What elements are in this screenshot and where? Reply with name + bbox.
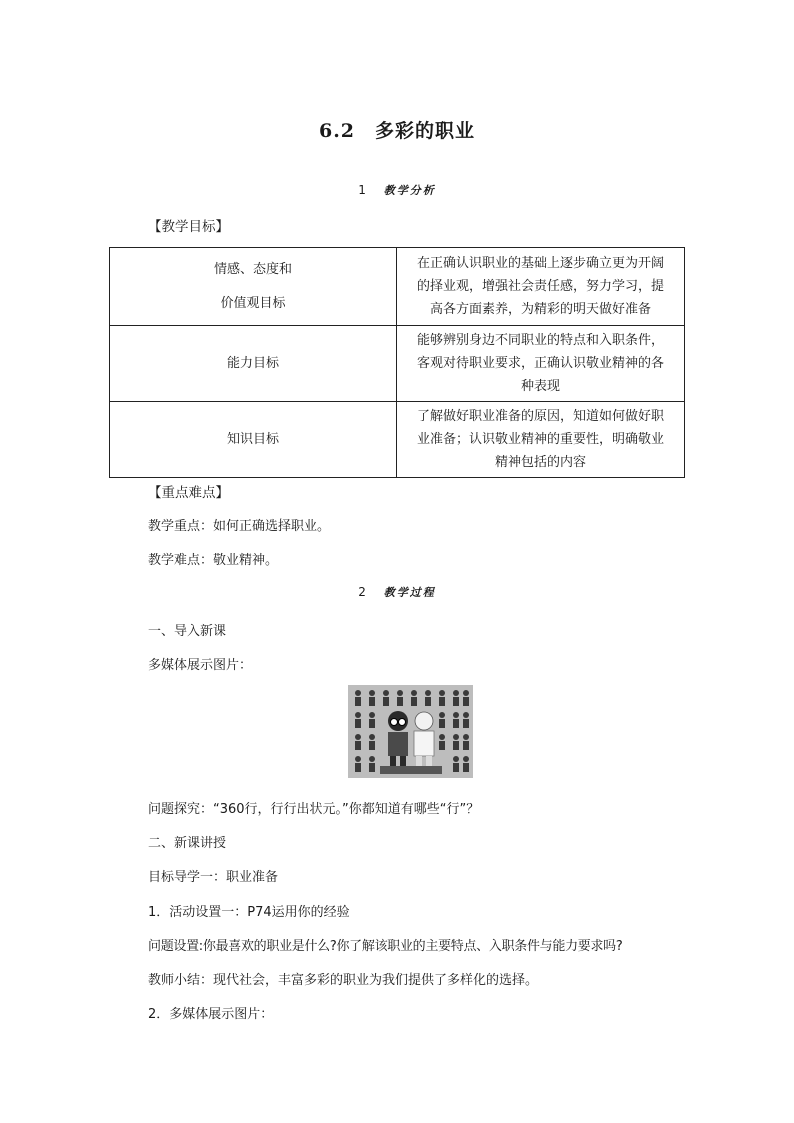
section-heading-analysis <box>0 182 794 198</box>
goal-desc-line: 精神包括的内容 <box>494 455 586 470</box>
key-point-text: 教学重点：如何正确选择职业。 <box>148 519 331 534</box>
goal-type-line: 价值观目标 <box>220 295 286 311</box>
goal-desc-line: 在正确认识职业的基础上逐步确立更为开阔 <box>416 256 664 271</box>
goal-guide-text: 目标导学一：职业准备 <box>148 870 279 885</box>
question-setting-text: 问题设置:你最喜欢的职业是什么?你了解该职业的主要特点、入职条件与能力要求吗? <box>148 939 623 954</box>
goal-desc-cell <box>397 248 685 326</box>
question-text: 问题探究：“360行，行行出状元。”你都知道有哪些“行”？ <box>148 802 480 817</box>
media-caption: 多媒体展示图片： <box>148 658 253 673</box>
goals-heading: 【教学目标】 <box>148 219 229 235</box>
goal-desc-line: 高各方面素养，为精彩的明天做好准备 <box>429 302 651 317</box>
goal-desc-line: 业准备；认识敬业精神的重要性，明确敬业 <box>416 432 664 447</box>
goals-table <box>109 247 685 478</box>
media-caption: 2．多媒体展示图片： <box>148 1007 274 1022</box>
difficult-point-text: 教学难点：敬业精神。 <box>148 553 279 568</box>
goal-type-line: 情感、态度和 <box>213 261 292 277</box>
section-heading-process <box>0 584 794 600</box>
goal-desc-line: 了解做好职业准备的原因，知道如何做好职 <box>416 409 664 424</box>
goal-desc-line: 种表现 <box>520 379 560 394</box>
teacher-summary-text: 教师小结：现代社会，丰富多彩的职业为我们提供了多样化的选择。 <box>148 973 539 988</box>
goal-type-line: 能力目标 <box>226 355 279 371</box>
part-heading-intro: 一、导入新课 <box>148 624 227 639</box>
goal-type-cell <box>110 402 397 478</box>
section-label: 教学分析 <box>383 184 436 197</box>
page-title: 6.2 多彩的职业 <box>318 120 476 142</box>
section-label: 教学过程 <box>383 586 436 599</box>
table-row <box>110 248 685 326</box>
part-heading-new-lesson: 二、新课讲授 <box>148 836 227 851</box>
key-points-heading: 【重点难点】 <box>148 485 229 501</box>
section-number: 2 <box>358 585 366 599</box>
goal-desc-line: 客观对待职业要求，正确认识敬业精神的各 <box>416 356 664 371</box>
goal-desc-line: 能够辨别身边不同职业的特点和入职条件， <box>416 333 664 348</box>
goal-type-cell <box>110 248 397 326</box>
activity-text: 1．活动设置一：P74运用你的经验 <box>148 905 350 920</box>
goal-desc-cell <box>397 402 685 478</box>
table-row <box>110 326 685 402</box>
goal-type-line: 知识目标 <box>226 431 279 447</box>
section-number: 1 <box>358 183 366 197</box>
goal-type-cell <box>110 326 397 402</box>
goal-desc-line: 的择业观，增强社会责任感，努力学习，提 <box>416 279 664 294</box>
goal-desc-cell <box>397 326 685 402</box>
professions-illustration <box>348 685 473 778</box>
table-row <box>110 402 685 478</box>
